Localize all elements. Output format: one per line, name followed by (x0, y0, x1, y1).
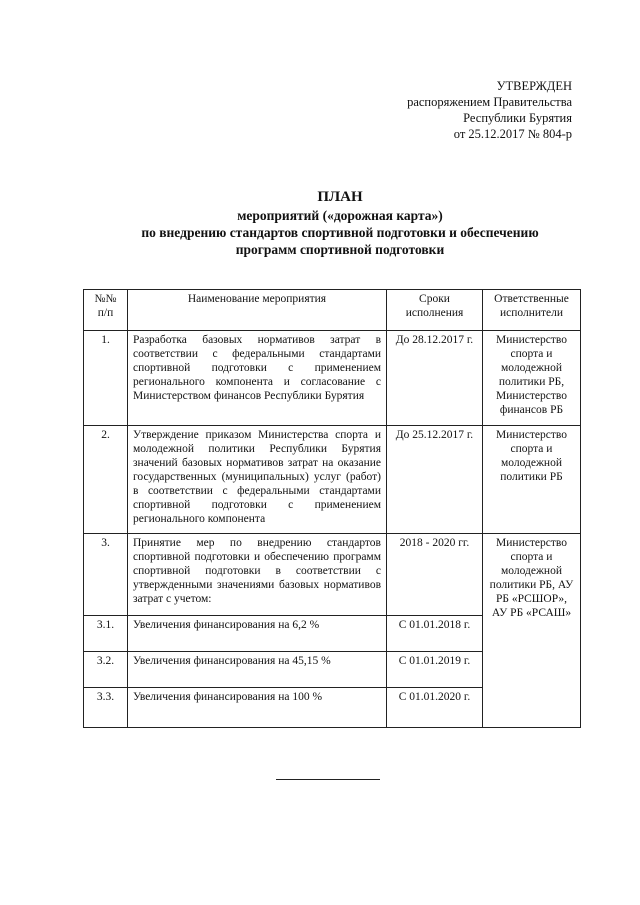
row-term: 2018 - 2020 гг. (387, 534, 483, 616)
header-resp: Ответственные исполнители (483, 290, 581, 331)
title-subtitle: мероприятий («дорожная карта») (237, 208, 443, 223)
row-num: 1. (84, 331, 128, 426)
row-term: С 01.01.2019 г. (387, 652, 483, 688)
row-term: С 01.01.2020 г. (387, 688, 483, 728)
approval-region: Республики Бурятия (463, 111, 572, 125)
row-name: Увеличения финансирования на 45,15 % (128, 652, 387, 688)
approval-date-number: от 25.12.2017 № 804-р (453, 127, 572, 141)
row-name: Увеличения финансирования на 6,2 % (128, 616, 387, 652)
header-name: Наименование мероприятия (128, 290, 387, 331)
header-num: №№ п/п (84, 290, 128, 331)
row-name: Утверждение приказом Министерства спорта и молодежной политики Республики Бурятия значений базовых нормативов затрат на оказание государственных (муниципальных) услуг (работ) в соответствии с федеральными стандартами спортивной подготовки с применением регионального компонента (128, 426, 387, 534)
table-row (84, 426, 581, 534)
table-row (84, 534, 581, 616)
row-resp: Министерство спорта и молодежной политики РБ, АУ РБ «РСШОР», АУ РБ «РСАШ» (483, 534, 581, 728)
row-name: Разработка базовых нормативов затрат в соответствии с федеральными стандартами спортивной подготовки с применением регионального компонента и согласование с Министерством финансов Республики Бурятия (128, 331, 387, 426)
row-term: До 25.12.2017 г. (387, 426, 483, 534)
approval-title: УТВЕРЖДЕН (496, 79, 572, 93)
row-num: 2. (84, 426, 128, 534)
row-num: 3.3. (84, 688, 128, 728)
row-num: 3.1. (84, 616, 128, 652)
row-resp: Министерство спорта и молодежной политики РБ, Министерство финансов РБ (483, 331, 581, 426)
header-term: Сроки исполнения (387, 290, 483, 331)
title-plan: ПЛАН (317, 189, 363, 205)
title-purpose-cont: программ спортивной подготовки (235, 242, 445, 257)
row-num: 3.2. (84, 652, 128, 688)
table-row (84, 331, 581, 426)
document-title (60, 188, 620, 258)
row-name: Увеличения финансирования на 100 % (128, 688, 387, 728)
end-divider (276, 779, 380, 780)
row-term: С 01.01.2018 г. (387, 616, 483, 652)
approval-authority: распоряжением Правительства (407, 95, 572, 109)
title-purpose: по внедрению стандартов спортивной подготовки и обеспечению (141, 225, 539, 240)
table-header-row (84, 290, 581, 331)
approval-stamp (407, 78, 572, 142)
row-num: 3. (84, 534, 128, 616)
row-term: До 28.12.2017 г. (387, 331, 483, 426)
plan-table (83, 289, 581, 728)
row-resp: Министерство спорта и молодежной политики РБ (483, 426, 581, 534)
row-name: Принятие мер по внедрению стандартов спортивной подготовки и обеспечению программ спортивной подготовки в соответствии с утвержденными значениями базовых нормативов затрат с учетом: (128, 534, 387, 616)
